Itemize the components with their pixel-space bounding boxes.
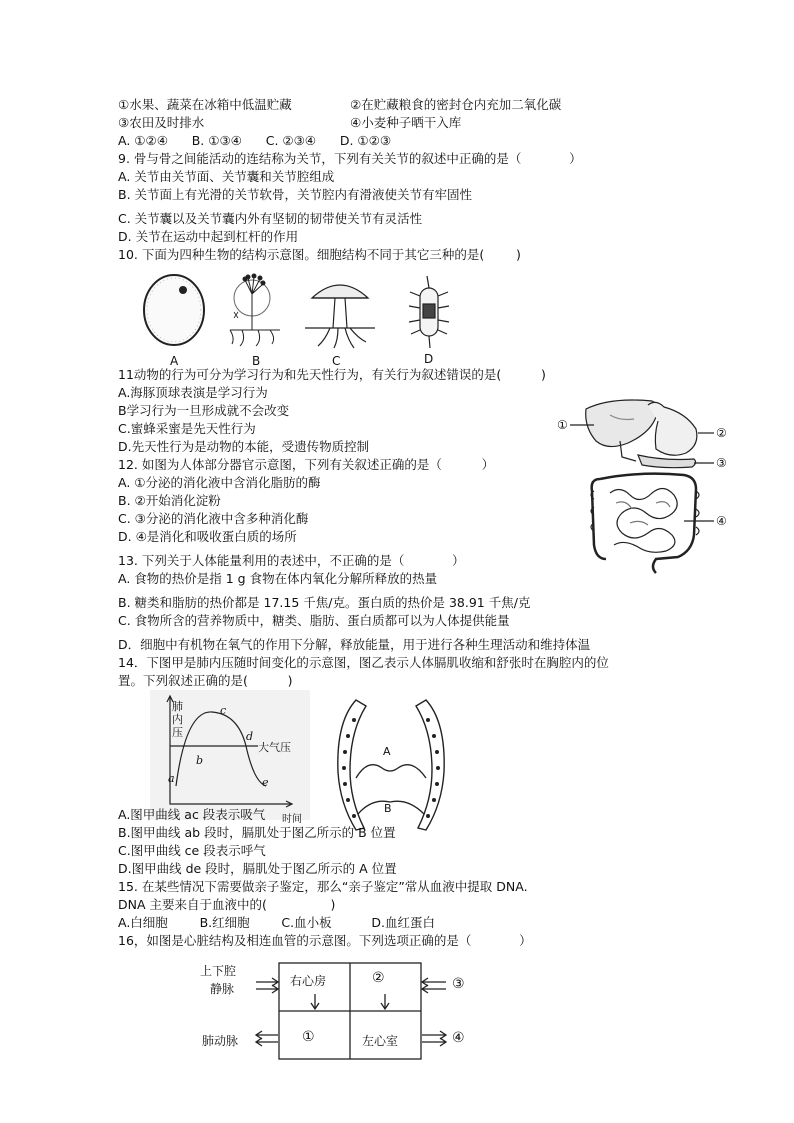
pressure-curve — [176, 712, 266, 786]
q16-chamber-1: ① — [302, 1029, 315, 1045]
q16-heart-diagram — [196, 958, 486, 1064]
q14-chest-figure — [332, 692, 452, 837]
q14-graph-atm-label: 大气压 — [258, 741, 291, 754]
q12-label-4: ④ — [716, 514, 727, 528]
q14-point-b: b — [196, 754, 204, 767]
large-intestine-shape — [592, 474, 696, 573]
q16-vena-cava-label-1: 上下腔 — [200, 964, 237, 978]
q11-option-d: D.先天性行为是动物的本能，受遗传物质控制 — [118, 439, 370, 454]
q14-chest-label-b: B — [384, 802, 392, 815]
q16-chamber-2: ② — [372, 970, 385, 986]
pancreas-shape — [638, 455, 696, 468]
stomach-shape — [648, 402, 697, 455]
q9-stem: 9. 骨与骨之间能活动的连结称为关节，下列有关关节的叙述中正确的是（ ） — [118, 151, 582, 166]
q14-graph-xlabel: 时间 — [282, 814, 302, 825]
q12-digestive-figure — [560, 395, 740, 575]
q10-label-a: A — [170, 354, 179, 368]
q9-option-a: A. 关节由关节面、关节囊和关节腔组成 — [118, 169, 335, 184]
q11-option-b: B学习行为一旦形成就不会改变 — [118, 403, 290, 418]
q12-option-c: C. ③分泌的消化液中含多种消化酶 — [118, 511, 309, 526]
q14-point-c: c — [220, 704, 227, 717]
organism-d-bacterium — [409, 276, 449, 348]
q14-graph-ylabel: 肺内压 — [172, 700, 183, 739]
q14-option-b: B.图甲曲线 ab 段时，膈肌处于图乙所示的 B 位置 — [118, 825, 396, 840]
q12-label-3: ③ — [716, 456, 727, 470]
q13-option-b: B. 糖类和脂肪的热价都是 17.15 千焦/克。蛋白质的热价是 38.91 千焦/克 — [118, 595, 531, 610]
q16-vessel-3: ③ — [452, 976, 465, 992]
q14-point-d: d — [246, 730, 254, 743]
q11-option-c: C.蜜蜂采蜜是先天性行为 — [118, 421, 256, 436]
q16-pulmonary-artery-label: 肺动脉 — [202, 1034, 239, 1048]
q16-stem: 16，如图是心脏结构及相连血管的示意图。下列选项正确的是（ ） — [118, 933, 532, 948]
diaphragm-a — [356, 765, 426, 778]
q15-stem-line-2: DNA 主要来自于血液中的( ) — [118, 897, 336, 912]
q14-stem-line-2: 置。下列叙述正确的是( ) — [118, 673, 293, 688]
q15-stem-line-1: 15. 在某些情况下需要做亲子鉴定，那么“亲子鉴定”常从血液中提取 DNA. — [118, 879, 528, 894]
q10-stem: 10. 下面为四种生物的结构示意图。细胞结构不同于其它三种的是( ) — [118, 247, 521, 262]
organism-c-mushroom — [305, 285, 375, 348]
q12-option-d: D. ④是消化和吸收蛋白质的场所 — [118, 529, 297, 544]
q14-point-e: e — [262, 776, 269, 789]
q14-option-c: C.图甲曲线 ce 段表示呼气 — [118, 843, 266, 858]
q10-label-c: C — [332, 354, 341, 368]
q12-option-a: A. ①分泌的消化液中含消化脂肪的酶 — [118, 475, 321, 490]
q14-point-a: a — [168, 772, 175, 785]
q16-left-ventricle-label: 左心室 — [362, 1034, 399, 1048]
q13-stem: 13. 下列关于人体能量利用的表述中，不正确的是（ ） — [118, 553, 465, 568]
organism-a-cell — [144, 275, 204, 345]
q8-option-4: ④小麦种子晒干入库 — [350, 115, 462, 130]
organism-b-mold — [230, 274, 280, 346]
q10-organisms-figure — [130, 268, 460, 368]
q9-option-d: D. 关节在运动中起到杠杆的作用 — [118, 229, 299, 244]
q15-choices: A.白细胞 B.红细胞 C.血小板 D.血红蛋白 — [118, 915, 435, 930]
q14-chest-label-a: A — [383, 745, 391, 758]
q12-stem: 12. 如图为人体部分器官示意图，下列有关叙述正确的是（ ） — [118, 457, 495, 472]
q8-option-3: ③农田及时排水 — [118, 115, 205, 130]
q10-label-d: D — [424, 352, 434, 366]
q14-stem-line-1: 14．下图甲是肺内压随时间变化的示意图，图乙表示人体膈肌收缩和舒张时在胸腔内的位 — [118, 655, 609, 670]
q9-option-b: B. 关节面上有光滑的关节软骨，关节腔内有滑液使关节有牢固性 — [118, 187, 473, 202]
q14-option-d: D.图甲曲线 de 段时，膈肌处于图乙所示的 A 位置 — [118, 861, 397, 876]
q8-option-1: ①水果、蔬菜在冰箱中低温贮藏 — [118, 97, 292, 112]
q16-right-atrium-label: 右心房 — [290, 974, 327, 988]
q14-option-a: A.图甲曲线 ac 段表示吸气 — [118, 807, 266, 822]
q11-option-a: A.海豚顶球表演是学习行为 — [118, 385, 268, 400]
q13-option-d: D．细胞中有机物在氧气的作用下分解，释放能量，用于进行各种生理活动和维持体温 — [118, 637, 591, 652]
q13-option-a: A. 食物的热价是指 1 g 食物在体内氧化分解所释放的热量 — [118, 571, 438, 586]
q13-option-c: C. 食物所含的营养物质中，糖类、脂肪、蛋白质都可以为人体提供能量 — [118, 613, 510, 628]
q8-choices: A. ①②④ B. ①③④ C. ②③④ D. ①②③ — [118, 133, 392, 148]
liver-shape — [586, 400, 659, 447]
q11-stem: 11动物的行为可分为学习行为和先天性行为，有关行为叙述错误的是( ) — [118, 367, 546, 382]
q16-vena-cava-label-2: 静脉 — [210, 982, 235, 996]
q12-option-b: B. ②开始消化淀粉 — [118, 493, 221, 508]
q10-label-b: B — [252, 354, 261, 368]
q8-option-2: ②在贮藏粮食的密封仓内充加二氧化碳 — [350, 97, 562, 112]
q12-label-2: ② — [716, 426, 727, 440]
small-intestine-shape — [610, 488, 677, 552]
q16-vessel-4: ④ — [452, 1030, 465, 1046]
q12-label-1: ① — [557, 418, 568, 432]
q9-option-c: C. 关节囊以及关节囊内外有坚韧的韧带使关节有灵活性 — [118, 211, 423, 226]
